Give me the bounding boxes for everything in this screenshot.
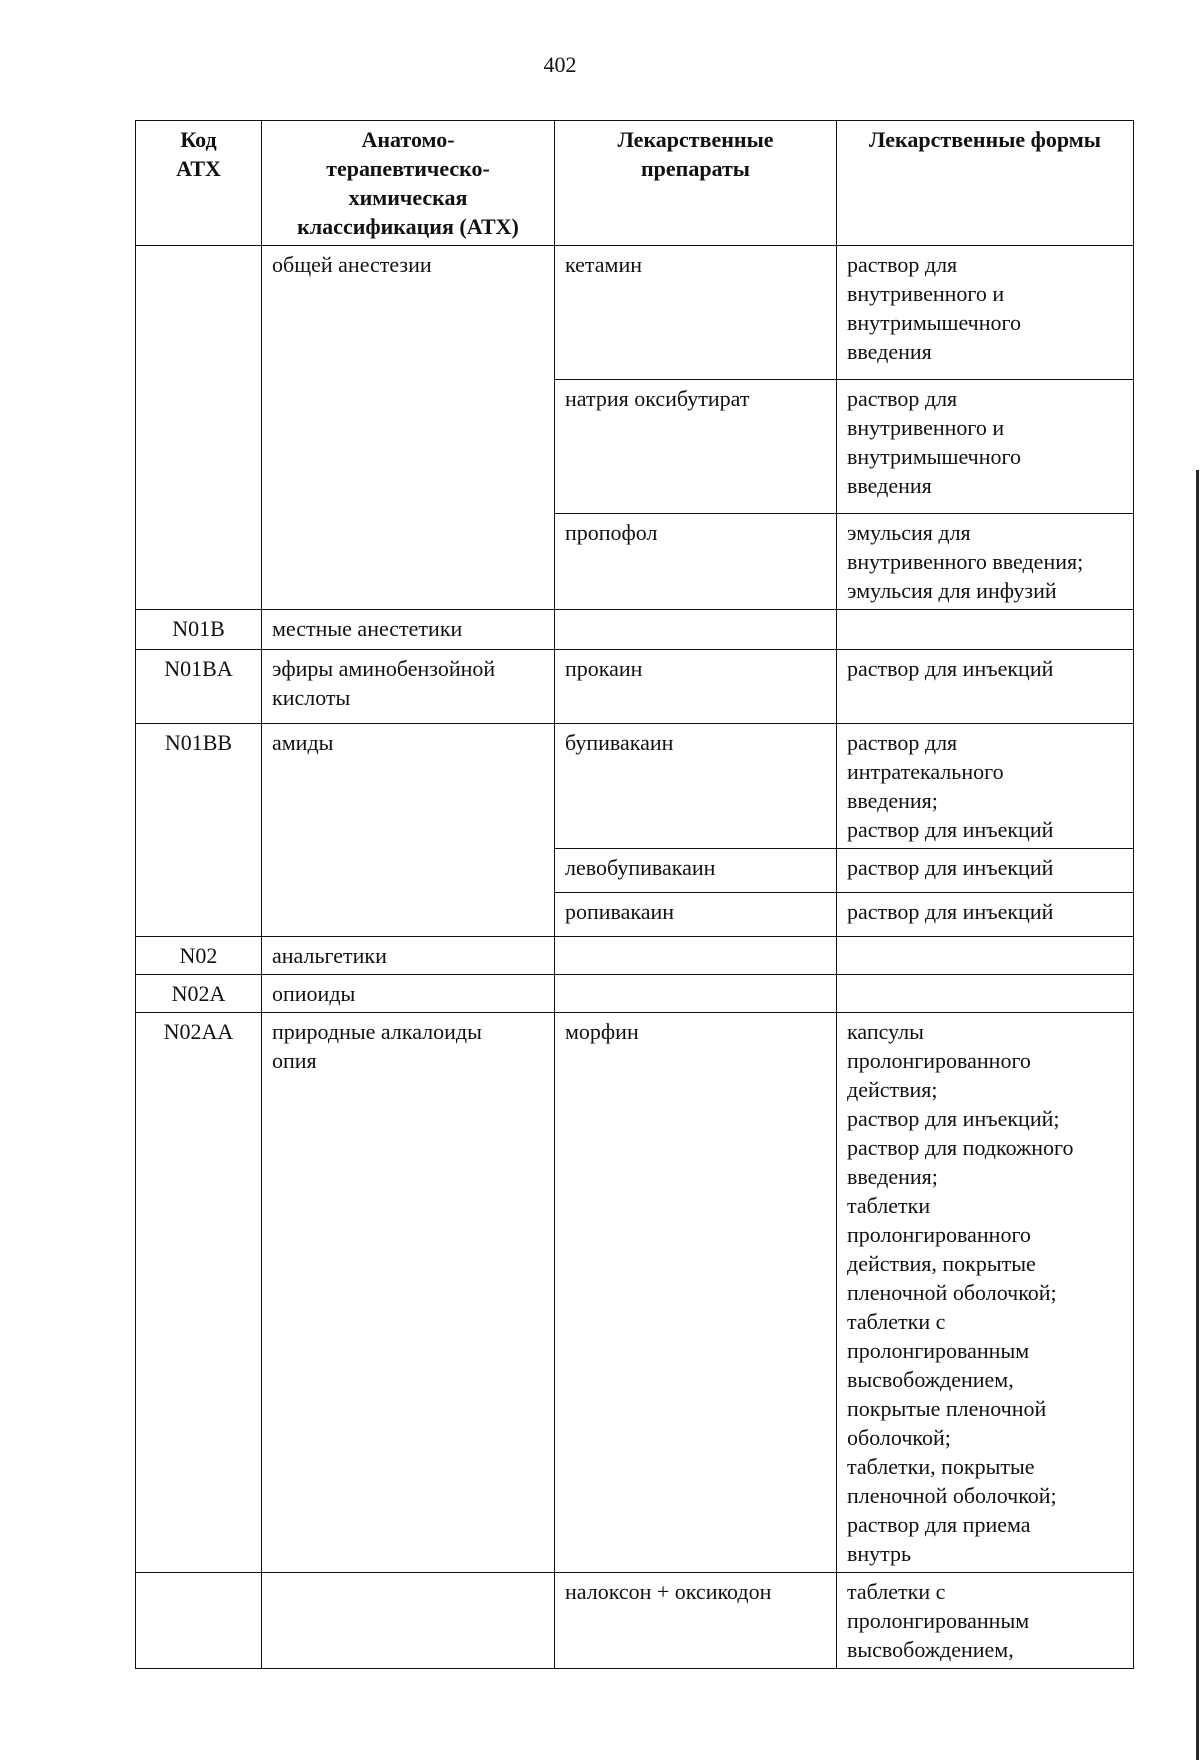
header-code: Код ATX (136, 121, 262, 246)
table-row (136, 1573, 1134, 1669)
dosage-forms-cell (837, 610, 1134, 650)
drug-cell: прокаин (555, 650, 837, 724)
classification-cell: природные алкалоиды опия (262, 1013, 555, 1573)
atc-code-cell: N02AA (136, 1013, 262, 1573)
classification-cell (262, 1573, 555, 1669)
dosage-forms-cell: раствор для инъекций (837, 650, 1134, 724)
atc-code-cell: N02 (136, 937, 262, 975)
drug-cell: кетамин (555, 246, 837, 380)
page-number: 402 (543, 52, 577, 77)
dosage-forms-cell: раствор для внутривенного и внутримышечного введения (837, 380, 1134, 514)
drug-cell: бупивакаин (555, 724, 837, 849)
drug-cell: натрия оксибутират (555, 380, 837, 514)
dosage-forms-cell (837, 937, 1134, 975)
table-row (136, 937, 1134, 975)
atc-code-cell: N01BB (136, 724, 262, 937)
atc-table (135, 120, 1134, 1669)
atc-code-cell (136, 246, 262, 610)
drug-cell: морфин (555, 1013, 837, 1573)
header-forms: Лекарственные формы (837, 121, 1134, 246)
classification-cell: местные анестетики (262, 610, 555, 650)
classification-cell: эфиры аминобензойной кислоты (262, 650, 555, 724)
drug-cell (555, 610, 837, 650)
dosage-forms-cell: таблетки с пролонгированным высвобождением, (837, 1573, 1134, 1669)
atc-code-cell: N01BA (136, 650, 262, 724)
dosage-forms-cell: раствор для инъекций (837, 893, 1134, 937)
classification-cell: общей анестезии (262, 246, 555, 610)
table-header-row (136, 121, 1134, 246)
drug-cell (555, 937, 837, 975)
atc-code-cell (136, 1573, 262, 1669)
classification-cell: опиоиды (262, 975, 555, 1013)
header-classification: Анатомо- терапевтическо- химическая классификация (ATX) (262, 121, 555, 246)
table-row (136, 975, 1134, 1013)
table-row (136, 1013, 1134, 1573)
drug-cell: левобупивакаин (555, 849, 837, 893)
dosage-forms-cell: эмульсия для внутривенного введения; эмульсия для инфузий (837, 514, 1134, 610)
table-row (136, 724, 1134, 849)
dosage-forms-cell: раствор для интратекального введения; раствор для инъекций (837, 724, 1134, 849)
classification-cell: амиды (262, 724, 555, 937)
header-drugs: Лекарственные препараты (555, 121, 837, 246)
table-row (136, 246, 1134, 380)
dosage-forms-cell: раствор для внутривенного и внутримышечного введения (837, 246, 1134, 380)
drug-cell: налоксон + оксикодон (555, 1573, 837, 1669)
drug-cell: пропофол (555, 514, 837, 610)
drug-cell: ропивакаин (555, 893, 837, 937)
atc-code-cell: N01B (136, 610, 262, 650)
drug-cell (555, 975, 837, 1013)
dosage-forms-cell (837, 975, 1134, 1013)
classification-cell: анальгетики (262, 937, 555, 975)
dosage-forms-cell: раствор для инъекций (837, 849, 1134, 893)
table-row (136, 650, 1134, 724)
scan-edge-line (1196, 470, 1199, 1760)
atc-code-cell: N02A (136, 975, 262, 1013)
table-row (136, 610, 1134, 650)
dosage-forms-cell: капсулы пролонгированного действия; раствор для инъекций; раствор для подкожного введения; таблетки пролонгированного действия, покрытые пленочной оболочкой; таблетки с пролонгированным высвобождением, покрытые пленочной оболочкой; таблетки, покрытые пленочной оболочкой; раствор для приема внутрь (837, 1013, 1134, 1573)
